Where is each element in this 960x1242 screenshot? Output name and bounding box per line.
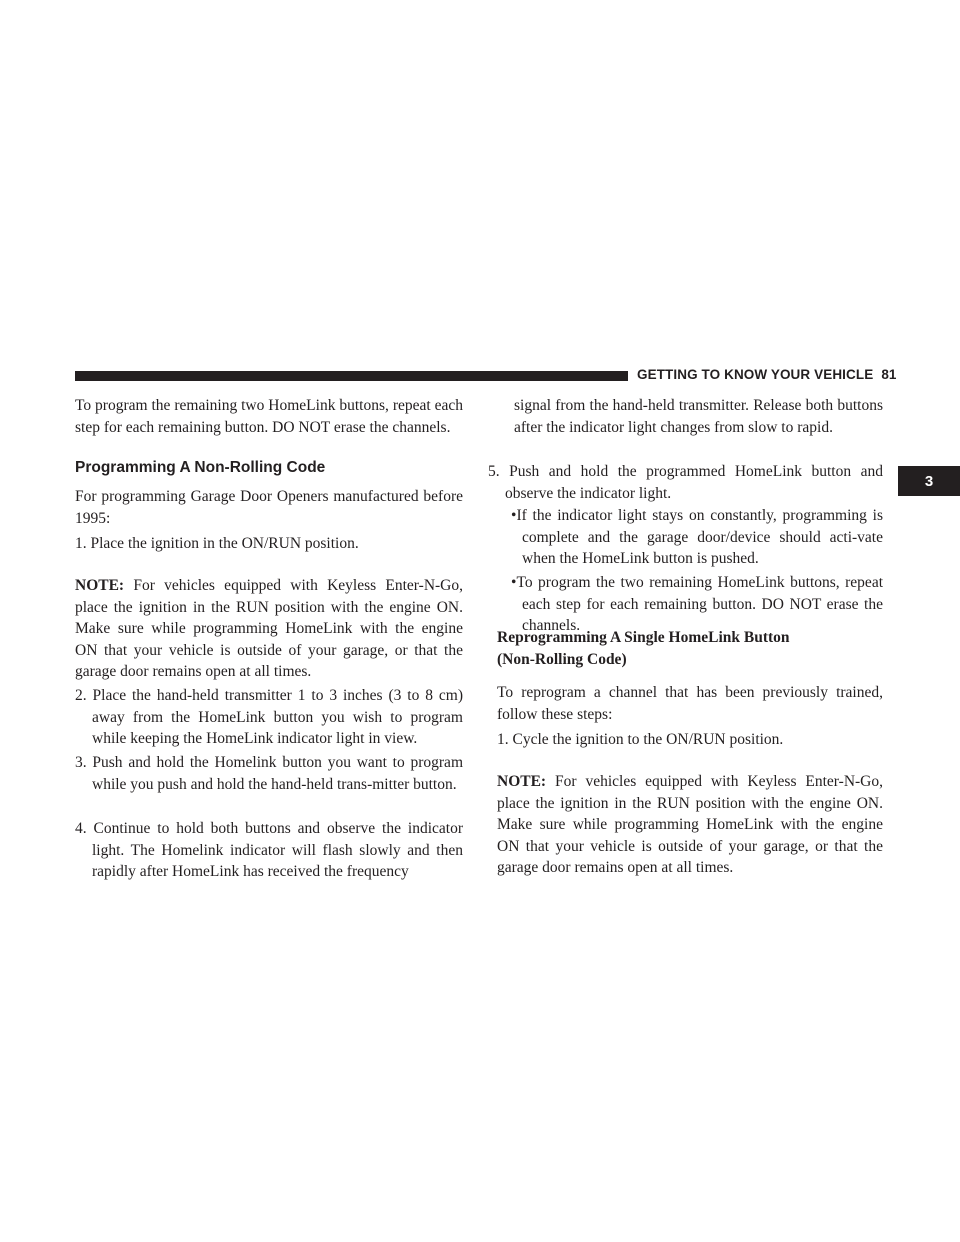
- note-text: For vehicles equipped with Keyless Enter-N-Go, place the ignition in the RUN position with the engine ON. Make sure while programming HomeLink with the engine ON that your vehicle is outside of your garage, or that the garage door remains open at all times.: [497, 773, 883, 876]
- page-number: 81: [881, 367, 897, 382]
- bullet-item: •To program the two remaining HomeLink buttons, repeat each step for each remaining button. DO NOT erase the channels.: [511, 574, 883, 634]
- step-4: 4. Continue to hold both buttons and observe the indicator light. The Homelink indicator will flash slowly and then rapidly after HomeLink has received the frequency: [75, 820, 463, 880]
- chapter-tab: 3: [898, 466, 960, 496]
- step-1: 1. Cycle the ignition to the ON/RUN position.: [497, 731, 784, 748]
- bullet-text-1: If the indicator light stays on constantly, programming is complete and the garage door/device should acti-vate when the HomeLink button is pushed.: [516, 507, 883, 567]
- step-4-continued: signal from the hand-held transmitter. Release both buttons after the indicator light changes from slow to rapid.: [514, 397, 883, 436]
- section-title: GETTING TO KNOW YOUR VEHICLE: [637, 367, 874, 382]
- note-label: NOTE:: [497, 773, 547, 790]
- note-paragraph: [75, 575, 463, 683]
- bullet-text-2: To program the two remaining HomeLink buttons, repeat each step for each remaining button. DO NOT erase the channels.: [516, 574, 883, 634]
- reprogram-paragraph: To reprogram a channel that has been previously trained, follow these steps:: [497, 684, 883, 723]
- section-heading: Programming A Non-Rolling Code: [75, 459, 326, 476]
- note-paragraph: [497, 771, 883, 879]
- subsection-heading: [497, 627, 883, 670]
- bullet-item: •If the indicator light stays on constantly, programming is complete and the garage door/device should acti-vate when the HomeLink button is pushed.: [511, 507, 883, 567]
- note-text: For vehicles equipped with Keyless Enter-N-Go, place the ignition in the RUN position with the engine ON. Make sure while programming HomeLink with the engine ON that your vehicle is outside of your garage, or that the garage door remains open at all times.: [75, 577, 463, 680]
- running-header: [637, 367, 897, 382]
- step-5: 5. Push and hold the programmed HomeLink button and observe the indicator light.: [488, 463, 883, 502]
- note-label: NOTE:: [75, 577, 125, 594]
- intro-paragraph: To program the remaining two HomeLink buttons, repeat each step for each remaining button. DO NOT erase the channels.: [75, 397, 463, 436]
- subsection-heading-line-2: (Non-Rolling Code): [497, 650, 627, 668]
- step-1: 1. Place the ignition in the ON/RUN position.: [75, 535, 359, 552]
- header-rule: [75, 371, 628, 381]
- applicability-paragraph: For programming Garage Door Openers manufactured before 1995:: [75, 488, 463, 527]
- subsection-heading-line-1: Reprogramming A Single HomeLink Button: [497, 629, 790, 646]
- step-3: 3. Push and hold the Homelink button you want to program while you push and hold the hand-held trans-mitter button.: [75, 754, 463, 793]
- step-2: 2. Place the hand-held transmitter 1 to 3 inches (3 to 8 cm) away from the HomeLink button you wish to program while keeping the HomeLink indicator light in view.: [75, 687, 463, 747]
